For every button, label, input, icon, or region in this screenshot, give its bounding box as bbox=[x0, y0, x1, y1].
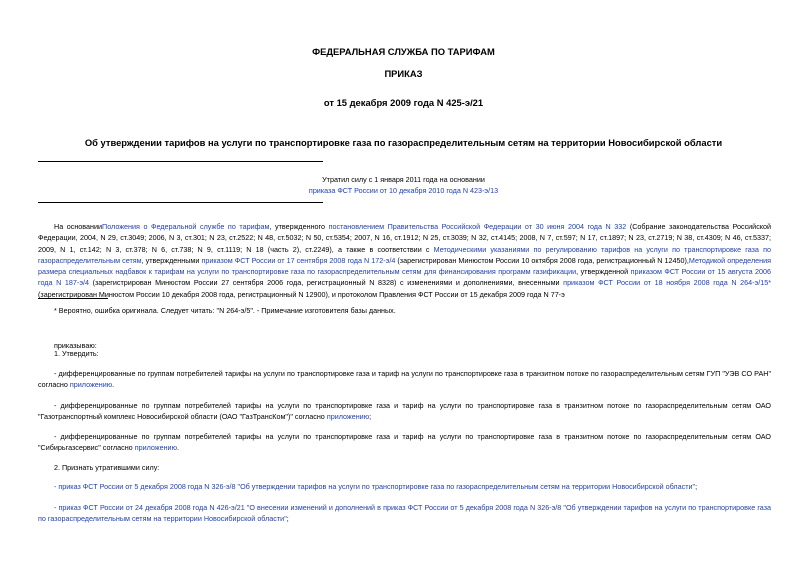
appendix-link[interactable]: приложению bbox=[326, 412, 370, 422]
appendix-link[interactable]: приложению bbox=[69, 380, 113, 390]
regulation-link[interactable]: Положения о Федеральной службе по тарифам bbox=[102, 222, 270, 231]
divider-top bbox=[38, 161, 323, 162]
item-punct: ; bbox=[369, 412, 372, 422]
preamble-text: , утвержденной bbox=[576, 267, 629, 277]
footnote: * Вероятно, ошибка оригинала. Следует читать: "N 264-э/5". - Примечание изготовителя базы данных. bbox=[54, 306, 396, 315]
lost-force-link[interactable]: приказа ФСТ России от 10 декабря 2010 года N 423-э/13 bbox=[308, 186, 499, 195]
item-punct: . bbox=[112, 380, 115, 390]
item-punct: ; bbox=[695, 482, 698, 491]
preamble-text: На основании bbox=[54, 222, 103, 231]
revoked-order-426-link[interactable]: - приказ ФСТ России от 24 декабря 2008 года N 426-э/21 "О внесении изменений и дополнений в приказ ФСТ России от 5 декабря 2008 года N 326-э/8 "Об утверждении тарифов на услуги по транспортировке газа по газораспределительным сетям на территории Новосибирской области" bbox=[38, 503, 771, 524]
preamble-text: (зарегистрирован Минюстом России 27 сентября 2006 года, регистрационный N 8328) с изменениями и дополнениями, внесенными bbox=[88, 278, 560, 288]
preamble-text: , утвержденными bbox=[141, 255, 200, 265]
revoked-item-2 bbox=[38, 502, 771, 525]
methodology-link[interactable]: Методикой определения размера специальных надбавок к тарифам на услуги по транспортировке газа по газораспределительным сетям для финансирования программ газификации bbox=[38, 255, 772, 277]
invalidate-heading: 2. Признать утратившими силу: bbox=[54, 463, 160, 472]
revoked-order-326-link[interactable]: - приказ ФСТ России от 5 декабря 2008 года N 326-э/8 "Об утверждении тарифов на услуги по транспортировке газа по газораспределительным сетям на территории Новосибирской области" bbox=[54, 482, 696, 491]
item-text: - дифференцированные по группам потребителей тарифы на услуги по транспортировке газа и тариф на услуги по транспортировке газа в транзитном потоке по газораспределительным сетям ГУП "УЭВ СО РАН" согласно bbox=[38, 369, 771, 390]
revoked-item-1 bbox=[38, 481, 771, 492]
appendix-link[interactable]: приложению bbox=[134, 443, 177, 453]
approve-item-3 bbox=[38, 431, 771, 454]
preamble-text: (Собрание законодательства Российской Федерации, 2004, N 29, ст.3049; 2006, N 3, ст.301; N 23, ст.2522; N 48, ст.5032; N 50, ст.5354; 2007, N 16, ст.1912; N 25, ст.3039; N 32, ст.4145; 2008, N 7, ст.597; N 17, ст.1897; N 23, ст.2719; N 38, ст.4309; N 46, ст.5337; 2009, N 1, ст.142; N 3, ст.378; N 6, ст.738; N 9, ст.1119; N 18 (часть 2), ст.2249), а также в соответствии с bbox=[38, 222, 772, 254]
footnote-divider bbox=[38, 298, 108, 299]
preamble-text: (зарегистрирован Минюстом России 10 октября 2008 года, регистрационный N 12450), bbox=[395, 255, 689, 265]
agency-name: ФЕДЕРАЛЬНАЯ СЛУЖБА ПО ТАРИФАМ bbox=[312, 46, 495, 57]
approve-heading: 1. Утвердить: bbox=[54, 349, 99, 358]
item-punct: . bbox=[176, 443, 179, 453]
document-type: ПРИКАЗ bbox=[384, 68, 423, 79]
preamble-paragraph bbox=[38, 221, 771, 300]
government-decree-link[interactable]: постановлением Правительства Российской Федерации от 30 июня 2004 года N 332 bbox=[328, 222, 627, 231]
document-date-number: от 15 декабря 2009 года N 425-э/21 bbox=[323, 97, 484, 108]
document-title: Об утверждении тарифов на услуги по транспортировке газа по газораспределительным сетям на территории Новосибирской области bbox=[84, 137, 723, 148]
item-text: - дифференцированные по группам потребителей тарифы на услуги по транспортировке газа и тариф на услуги по транспортировке газа в транзитном потоке по газораспределительным сетям ОАО "Газотранспортный комплекс Новосибирской области (ОАО "ГазТрансКом")" согласно bbox=[38, 401, 771, 422]
decree-word: приказываю: bbox=[54, 341, 97, 350]
approve-item-1 bbox=[38, 368, 771, 391]
order-172-link[interactable]: приказом ФСТ России от 17 сентября 2008 года N 172-э/4 bbox=[201, 255, 396, 265]
preamble-text: (зарегистрирован Минюстом России 10 декабря 2008 года, регистрационный N 12900), и протоколом Правления ФСТ России от 15 декабря 2009 года N 77-э bbox=[38, 289, 565, 299]
item-punct: ; bbox=[286, 514, 289, 524]
preamble-text: , утвержденного bbox=[269, 222, 326, 231]
divider-bottom bbox=[38, 202, 323, 203]
lost-force-note: Утратил силу с 1 января 2011 года на основании bbox=[322, 175, 485, 184]
item-text: - дифференцированные по группам потребителей тарифы на услуги по транспортировке газа и тариф на услуги по транспортировке газа в транзитном потоке по газораспределительным сетям ОАО "Сибирьгазсервис" согласно bbox=[38, 432, 771, 453]
approve-item-2 bbox=[38, 400, 771, 423]
order-187-link[interactable]: приказом ФСТ России от 15 августа 2006 года N 187-э/4 bbox=[38, 267, 772, 288]
order-264-link[interactable]: приказом ФСТ России от 18 ноября 2008 года N 264-э/15* bbox=[563, 278, 771, 288]
methodical-guidelines-link[interactable]: Методическими указаниями по регулированию тарифов на услуги по транспортировке газа по газораспределительным сетям bbox=[38, 244, 771, 265]
